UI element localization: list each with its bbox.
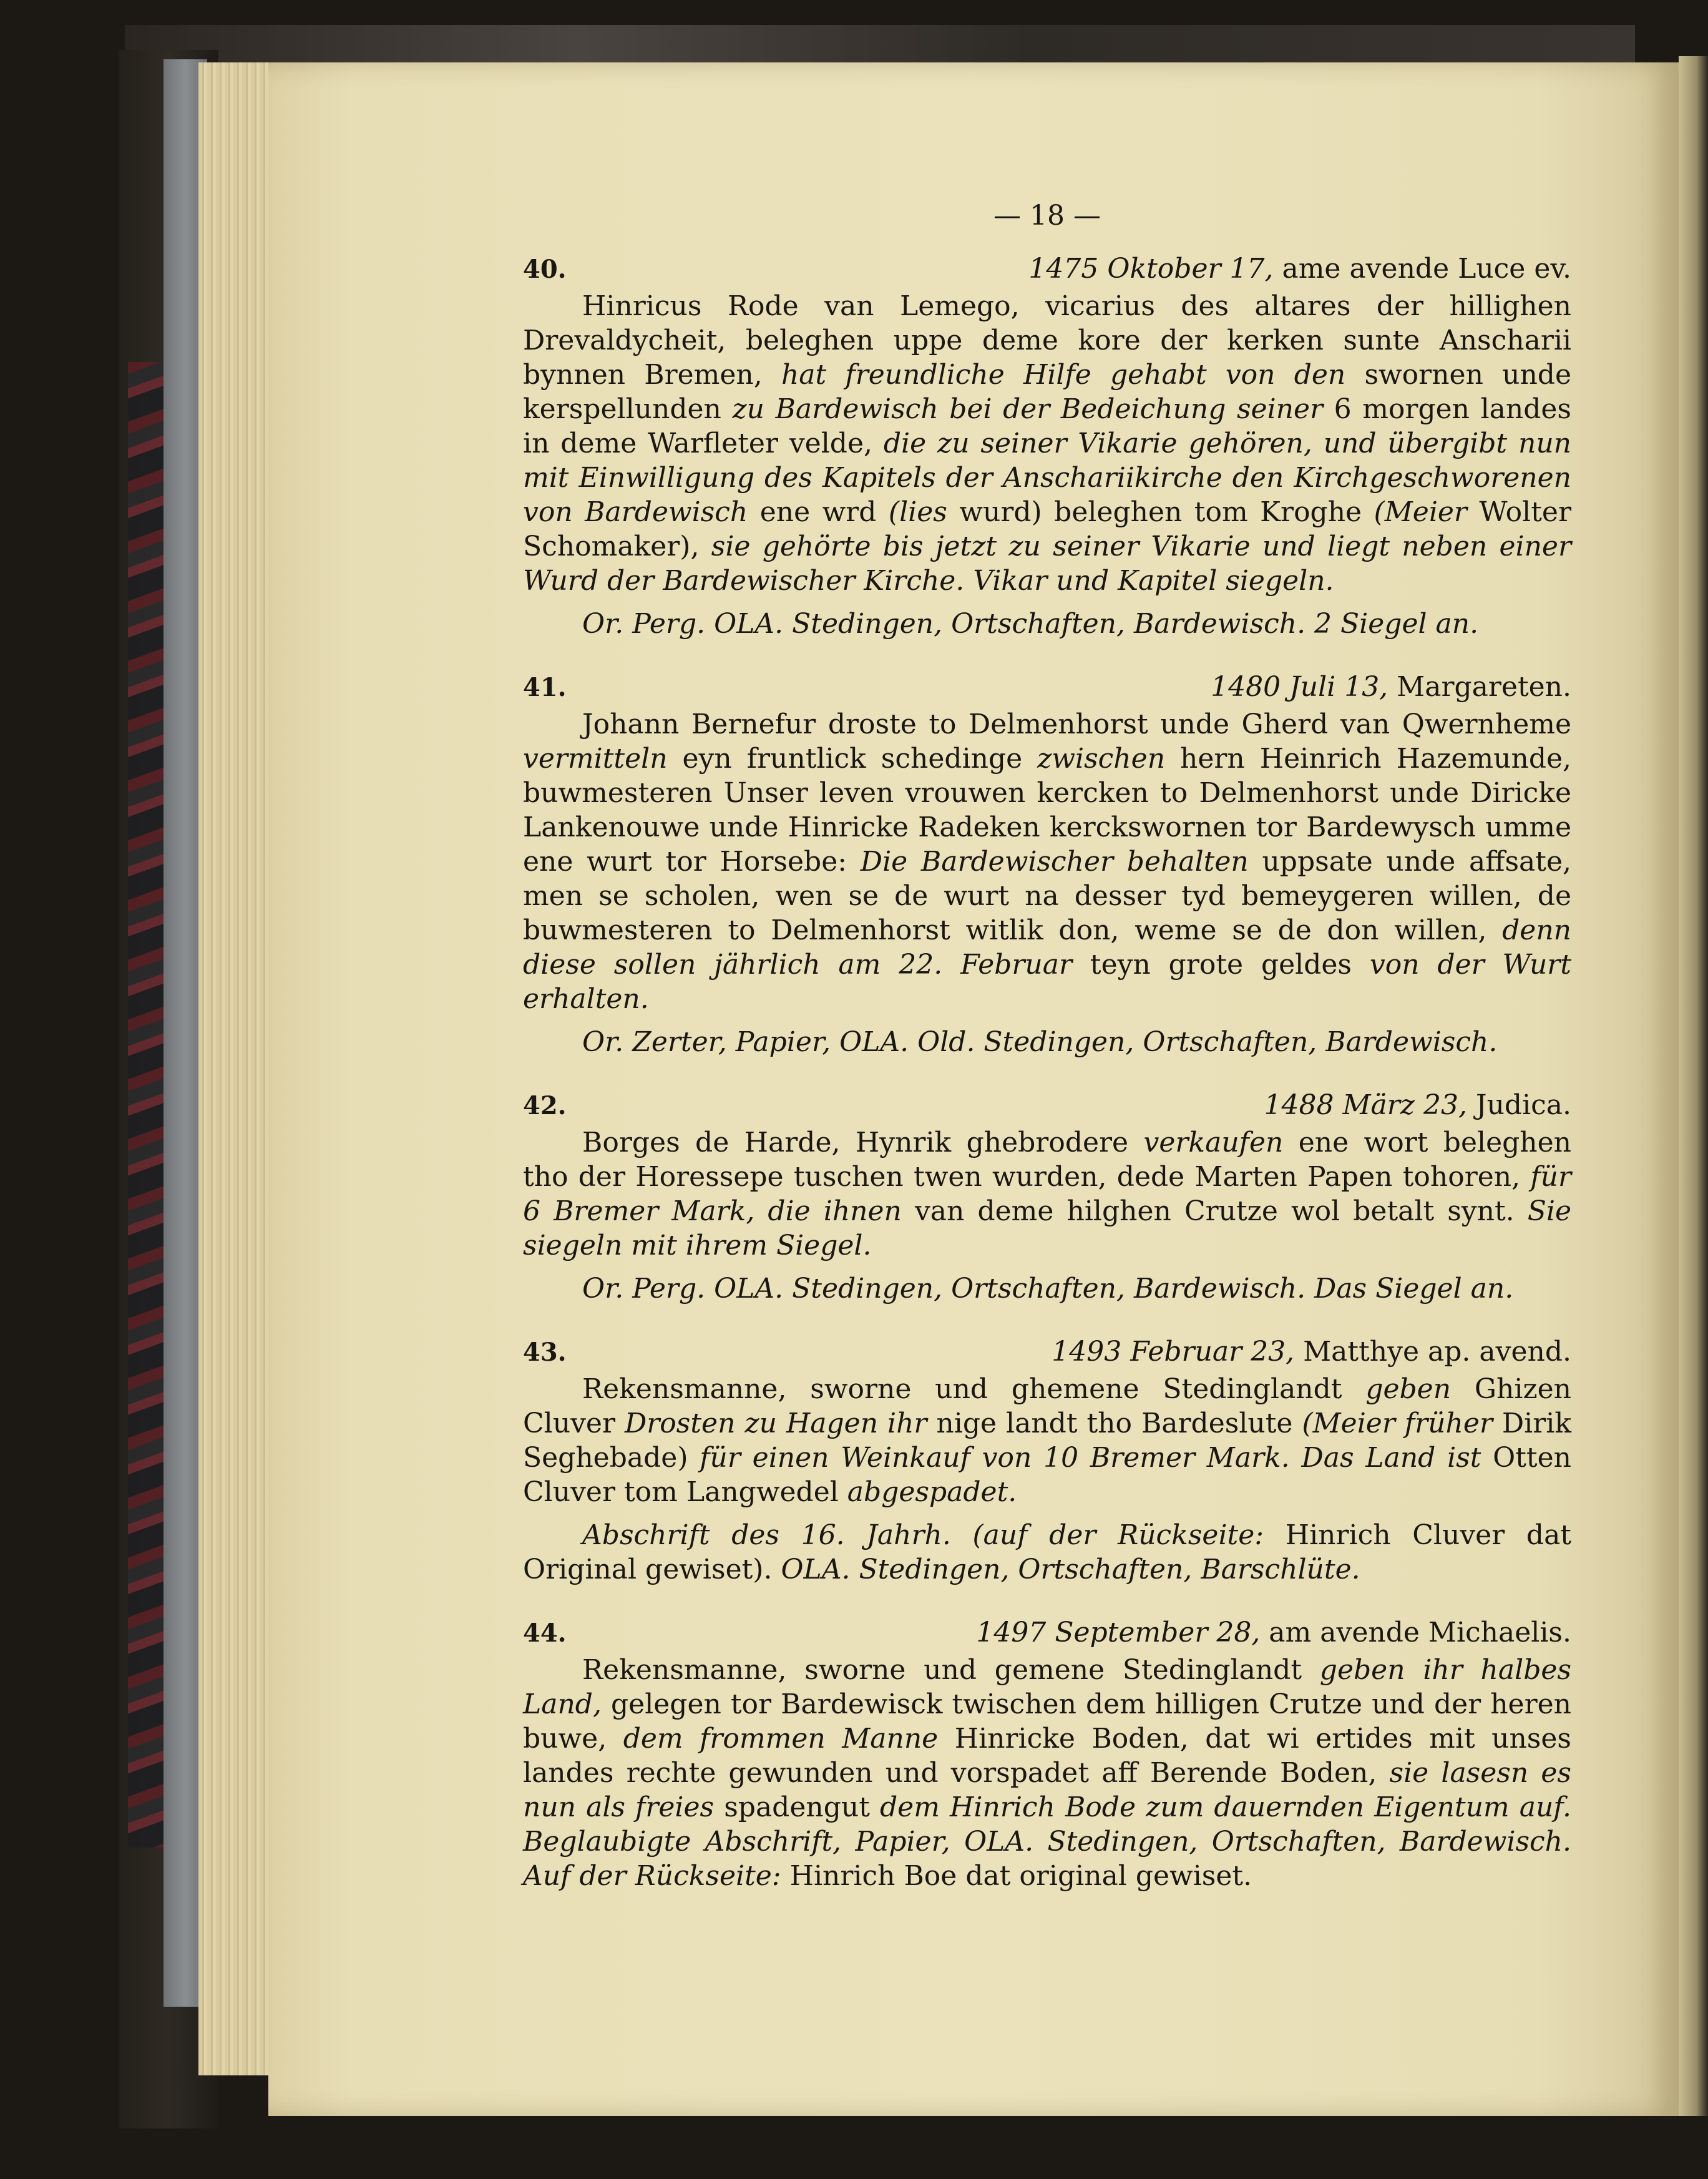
text-segment: Ghizen Cluver — [523, 1373, 1571, 1439]
entry-date — [1211, 670, 1571, 704]
text-segment: für 6 Bremer Mark, die ihnen — [523, 1161, 1571, 1227]
entry-number: 43. — [523, 1338, 567, 1367]
text-segment: Rekensmanne, sworne und ghemene Stedinglandt — [582, 1373, 1366, 1405]
text-segment: Borges de Harde, Hynrik ghebrodere — [582, 1127, 1144, 1158]
text-segment: dem Hinrich Bode zum dauernden Eigentum auf. Beglaubigte Abschrift, Papier, OLA. Stedingen, Ortschaften, Bardewisch. Auf der Rückseite: — [523, 1791, 1571, 1892]
entry-body — [523, 1125, 1571, 1263]
text-segment: Dirik Seghebade) — [523, 1408, 1571, 1474]
text-segment: Hinrich Cluver dat Original gewiset). — [523, 1519, 1571, 1585]
text-segment: Johann Bernefur droste to Delmenhorst unde Gherd van Qwernheme — [582, 708, 1571, 740]
entry — [523, 1088, 1571, 1306]
entry-header — [523, 1334, 1571, 1369]
entry-body — [523, 707, 1571, 1016]
entry-number: 40. — [523, 255, 567, 284]
entry-date-feast: Margareten. — [1388, 671, 1571, 703]
entry — [523, 1334, 1571, 1587]
text-segment: zwischen — [1037, 743, 1166, 775]
text-segment: geben ihr halbes Land, — [523, 1654, 1571, 1720]
entry-header — [523, 1615, 1571, 1650]
entry-body — [523, 1372, 1571, 1509]
entry-date-feast: Matthye ap. avend. — [1294, 1336, 1571, 1368]
entry-header — [523, 252, 1571, 286]
page-right-edge — [1679, 56, 1708, 2116]
entry-number: 44. — [523, 1618, 567, 1648]
entry — [523, 670, 1571, 1059]
text-segment: hat freundliche Hilfe gehabt von den — [781, 359, 1346, 391]
text-segment: Hinricke Boden, dat wi ertides mit unses landes rechte gewunden und vorspadet aff Berende Boden, — [523, 1723, 1572, 1789]
text-segment: van deme hilghen Crutze wol betalt synt. — [901, 1195, 1528, 1227]
entry — [523, 1615, 1571, 1893]
entry-date-italic: 1480 Juli 13, — [1211, 671, 1388, 703]
text-segment: verkaufen — [1143, 1127, 1284, 1158]
text-segment: zu Bardewisch bei der Bedeichung seiner — [732, 393, 1324, 425]
entry-number: 42. — [523, 1091, 567, 1120]
text-segment: Hinrich Boe dat original gewiset. — [781, 1860, 1252, 1892]
entry-date — [1264, 1088, 1572, 1122]
text-segment: Or. Perg. OLA. Stedingen, Ortschaften, Bardewisch. Das Siegel an. — [582, 1273, 1514, 1305]
text-segment: swornen unde kerspellunden — [523, 359, 1571, 425]
text-segment: (lies — [888, 496, 947, 528]
text-segment: Sie siegeln mit ihrem Siegel. — [523, 1195, 1571, 1261]
text-segment: Abschrift des 16. Jahrh. (auf der Rückseite: — [582, 1519, 1264, 1551]
text-segment: sie lasesn es nun als freies — [523, 1757, 1571, 1823]
entry-date-italic: 1493 Februar 23, — [1052, 1336, 1295, 1368]
text-segment: nige landt tho Bardeslute — [927, 1408, 1302, 1439]
entry-date-feast: am avende Michaelis. — [1260, 1617, 1571, 1648]
entry-date — [1052, 1334, 1571, 1369]
entry-header — [523, 670, 1571, 705]
entry-body — [523, 289, 1571, 598]
entry-date-italic: 1475 Oktober 17, — [1028, 253, 1274, 285]
text-segment: Or. Perg. OLA. Stedingen, Ortschaften, Bardewisch. 2 Siegel an. — [582, 608, 1479, 640]
text-segment: (Meier früher — [1302, 1408, 1493, 1439]
entry — [523, 252, 1571, 641]
text-segment: abgespadet. — [847, 1476, 1017, 1508]
text-segment: gelegen tor Bardewisck twischen dem hilligen Crutze und der heren buwe, — [523, 1688, 1571, 1755]
text-segment: von der Wurt erhalten. — [523, 949, 1572, 1015]
text-segment: 6 morgen landes in deme Warfleter velde, — [523, 393, 1572, 459]
text-segment: Rekensmanne, sworne und gemene Stedinglandt — [582, 1654, 1320, 1686]
text-segment: Hinricus Rode van Lemego, vicarius des altares der hillighen Drevaldycheit, beleghen uppe deme kore der kerken sunte Anscharii bynnen Bremen, — [523, 290, 1571, 391]
text-segment: uppsate unde affsate, men se scholen, wen se de wurt na desser tyd bemeygeren willen, de buwmesteren to Delmenhorst witlik don, weme se de don willen, — [523, 846, 1571, 946]
entry-number: 41. — [523, 673, 567, 702]
text-segment: wurd) beleghen tom Kroghe — [947, 496, 1374, 528]
entry-source — [523, 607, 1571, 641]
text-segment: teyn grote geldes — [1072, 949, 1370, 981]
entry-date-italic: 1488 März 23, — [1264, 1089, 1467, 1121]
entry-body — [523, 1653, 1571, 1893]
text-segment: Wolter Schomaker), — [523, 496, 1571, 562]
entry-date-feast: Judica. — [1466, 1089, 1571, 1121]
text-segment: (Meier — [1374, 496, 1467, 528]
entry-header — [523, 1088, 1571, 1123]
page-stack-edges — [198, 62, 273, 2075]
text-segment: ene wrd — [748, 496, 889, 528]
entry-date-italic: 1497 September 28, — [976, 1617, 1261, 1648]
text-segment: vermitteln — [523, 743, 668, 775]
text-segment: denn diese sollen jährlich am 22. Februar — [523, 914, 1571, 981]
text-segment: ene wort beleghen tho der Horessepe tuschen twen wurden, dede Marten Papen tohoren, — [523, 1127, 1571, 1193]
text-segment: OLA. Stedingen, Ortschaften, Barschlüte. — [781, 1554, 1360, 1585]
entry-date-feast: ame avende Luce ev. — [1273, 253, 1571, 285]
page-number: — 18 — — [993, 200, 1101, 232]
text-segment: Drosten zu Hagen ihr — [624, 1408, 927, 1439]
entries-list — [523, 252, 1571, 1893]
entry-date — [976, 1615, 1571, 1650]
text-segment: spadengut — [714, 1791, 880, 1823]
text-segment: die zu seiner Vikarie gehören, und übergibt nun mit Einwilligung des Kapitels der Anschariikirche den Kirchgeschworenen von Bardewisch — [523, 428, 1571, 528]
page-text — [523, 198, 1571, 1922]
entry-source — [523, 1518, 1571, 1587]
entry-date — [1028, 252, 1571, 286]
text-segment: dem frommen Manne — [623, 1723, 939, 1755]
entry-source — [523, 1271, 1571, 1306]
text-segment: Or. Zerter, Papier, OLA. Old. Stedingen, Ortschaften, Bardewisch. — [582, 1026, 1498, 1058]
text-segment: Die Bardewischer behalten — [860, 846, 1249, 878]
text-segment: für einen Weinkauf von 10 Bremer Mark. Das Land ist — [700, 1442, 1481, 1474]
text-segment: hern Heinrich Hazemunde, buwmesteren Unser leven vrouwen kercken to Delmenhorst unde Diricke Lankenouwe unde Hinricke Radeken kerckswornen tor Bardewysch umme ene wurt tor Horsebe: — [523, 743, 1572, 878]
text-segment: eyn fruntlick schedinge — [667, 743, 1038, 775]
text-segment: geben — [1365, 1373, 1452, 1405]
text-segment: sie gehörte bis jetzt zu seiner Vikarie und liegt neben einer Wurd der Bardewischer Kirche. Vikar und Kapitel siegeln. — [523, 531, 1571, 597]
entry-source — [523, 1025, 1571, 1059]
text-segment: Otten Cluver tom Langwedel — [523, 1442, 1571, 1508]
